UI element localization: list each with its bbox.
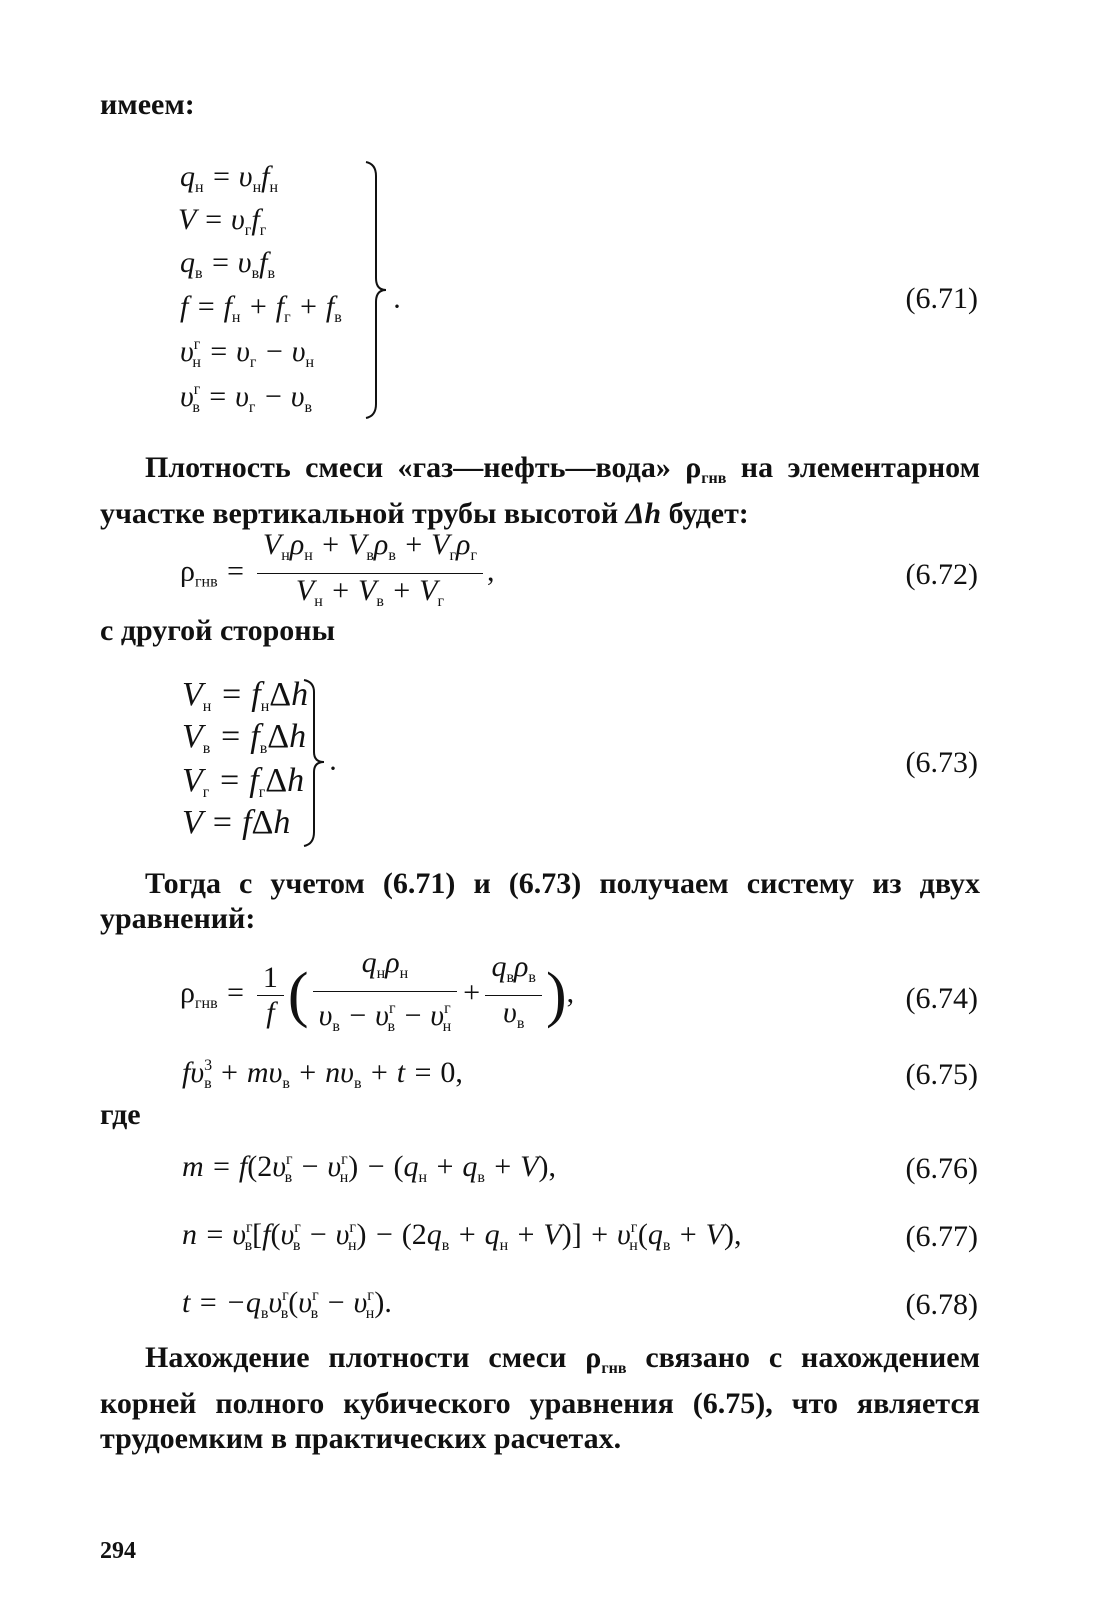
eq-number-677: (6.77)	[905, 1220, 978, 1253]
eq-number-673: (6.73)	[905, 746, 978, 779]
eq-number-675: (6.75)	[905, 1058, 978, 1091]
page-number: 294	[100, 1538, 136, 1564]
para1-part-a: Плотность смеси «газ—нефть—вода» ρ	[145, 451, 702, 484]
eq-671-line6: $\upsilon^г_в = \upsilon_г - \upsilon_в$	[180, 380, 313, 416]
eq-678: $t = -q_в\upsilon^г_в(\upsilon^г_в - \upsilon^г_н)$.	[182, 1286, 392, 1322]
period-dot: ·	[392, 290, 402, 323]
para3-part-a: Нахождение плотности смеси ρ	[145, 1341, 602, 1374]
eq-672: $\rho_{гнв}$ = $\frac{V_н\rho_н + V_в\rho_в + V_г\rho_г}{V_н + V_в + V_г}$ ,	[180, 528, 495, 610]
eq-number-678: (6.78)	[905, 1288, 978, 1321]
eq-number-676: (6.76)	[905, 1152, 978, 1185]
period-dot: ·	[328, 752, 338, 785]
eq-673-line4: V = fΔh	[182, 804, 291, 841]
eq-number-672: (6.72)	[905, 558, 978, 591]
eq-676: $m = f(2\upsilon^г_в - \upsilon^г_н) - (q_н + q_в + V)$,	[182, 1150, 556, 1186]
intro-word: имеем:	[100, 88, 195, 121]
other-side-text: с другой стороны	[100, 614, 335, 647]
eq-671-line3: $q_в = \upsilon_вf_в$	[180, 246, 276, 282]
eq-671-line1: $q_н = \upsilon_нf_н$	[180, 160, 279, 196]
right-brace	[300, 678, 330, 848]
eq-number-674: (6.74)	[905, 982, 978, 1015]
eq-677: $n = \upsilon^г_в[f(\upsilon^г_в - \upsilon^г_н) - (2q_в + q_н + V)] + \upsilon^г_н(q_в + V)$,	[182, 1218, 742, 1254]
eq-674: $\rho_{гнв}$ = $\frac{1}{f}$ ( $\frac{q_н\rho_н}{\upsilon_в - \upsilon^г_в - \upsilon^г_н}$ + $\frac{q_в\rho_в}{\upsilon_в}$ ),	[180, 946, 575, 1035]
para3-sub: гнв	[601, 1360, 627, 1377]
eq-673-line1: $V_н = f_н\Delta h$	[182, 676, 309, 715]
eq-673-line3: $V_г = f_г\Delta h$	[182, 762, 305, 801]
paragraph-density	[100, 450, 980, 531]
eq-671-line2: $V = \upsilon_гf_г$	[178, 203, 267, 239]
eq-number-671: (6.71)	[905, 282, 978, 315]
paragraph-conclusion	[100, 1340, 980, 1456]
para1-part-d: будет:	[661, 497, 749, 530]
right-brace	[362, 160, 392, 420]
eq-673-line2: $V_в = f_в\Delta h$	[182, 718, 307, 757]
eq-671-line4: $f = f_н + f_г + f_в$	[180, 290, 342, 326]
eq-675: $f\upsilon^3_в + m\upsilon_в + n\upsilon_в + t = 0$,	[182, 1056, 463, 1092]
para1-sub: гнв	[701, 470, 727, 487]
paragraph-system: Тогда с учетом (6.71) и (6.73) получаем систему из двух уравнений:	[100, 867, 980, 935]
para1-delta-h: Δh	[625, 497, 662, 530]
para1-part-b: на элементарном участке вертикальной трубы высотой	[100, 451, 981, 530]
where-word: где	[100, 1098, 141, 1131]
para3-part-b: связано с нахождением корней полного кубического уравнения (6.75), что является трудоемким в практических расчетах.	[100, 1341, 980, 1455]
eq-671-line5: $\upsilon^г_н = \upsilon_г - \upsilon_н$	[180, 335, 315, 371]
